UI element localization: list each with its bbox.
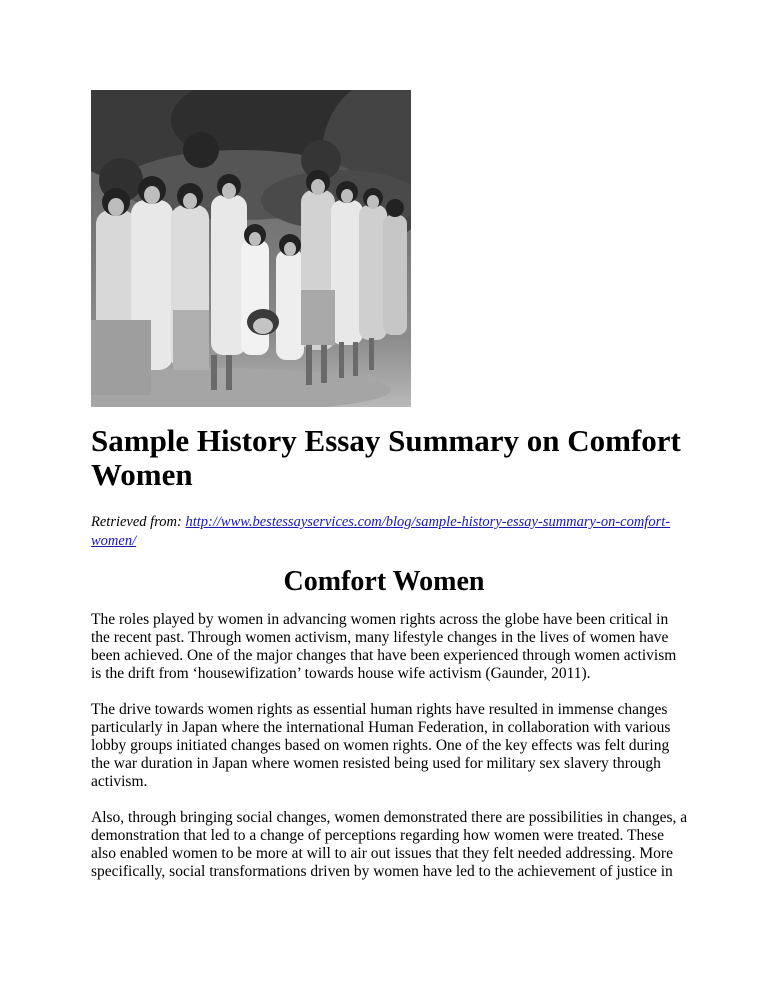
paragraph: The drive towards women rights as essential human rights have resulted in immense changes particularly in Japan where the international Human Federation, in collaboration with various lobby groups initiated changes based on women rights. One of the key effects was felt during the war duration in Japan where women resisted being used for military sex slavery through activism. [91,701,671,790]
paragraph: Also, through bringing social changes, women demonstrated there are possibilities in changes, a demonstration that led to a change of perceptions regarding how women were treated. These also enabled women to be more at will to air out issues that they felt needed addressing. More specifically, social transformations driven by women have led to the achievement of justice in [91,809,688,880]
source-link[interactable]: http://www.bestessayservices.com/blog/sample-history-essay-summary-on-comfort-women/ [91,514,671,549]
historical-photo [91,90,411,407]
paragraph: The roles played by women in advancing women rights across the globe have been critical in the recent past. Through women activism, many lifestyle changes in the lives of women have been achieved. One of the major changes that have been experienced through women activism is the drift from ‘housewifization’ towards house wife activism (Gaunder, 2011). [91,611,677,682]
essay-body [91,611,689,899]
source-citation [91,513,691,551]
source-label: Retrieved from: [91,514,186,530]
document-title: Sample History Essay Summary on Comfort Women [91,423,681,492]
section-heading: Comfort Women [283,566,485,597]
